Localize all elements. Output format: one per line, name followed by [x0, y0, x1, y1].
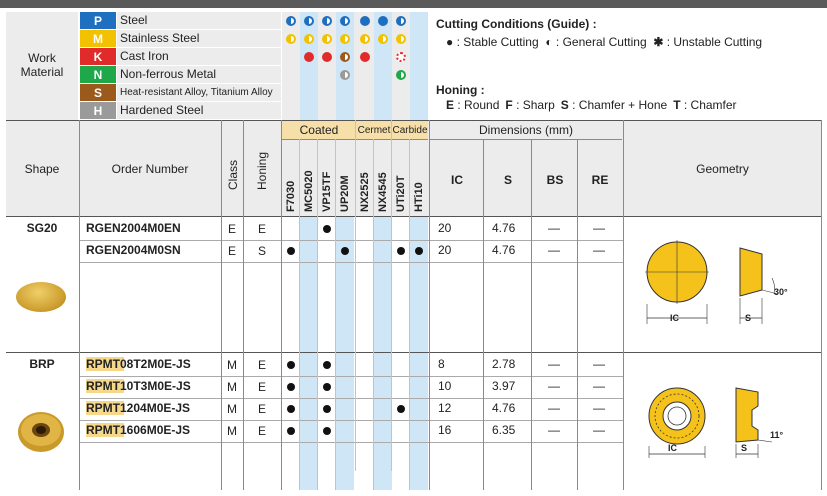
order-number: RPMT1204M0E-JS — [86, 401, 191, 415]
geometry-s-label: S — [745, 313, 752, 323]
condition-icon — [286, 16, 296, 26]
grid-line — [6, 352, 821, 353]
brp-insert-image — [16, 408, 66, 456]
shape-label: SG20 — [26, 221, 58, 235]
honing-item — [561, 98, 667, 112]
order-header: Order Number — [111, 161, 189, 176]
grid-line — [430, 139, 622, 140]
condition-icon — [304, 34, 314, 44]
grid-line — [80, 240, 623, 241]
dim-bs: — — [548, 423, 560, 437]
availability-dot — [287, 405, 295, 413]
grid-line — [821, 120, 822, 490]
dim-ic: 20 — [438, 243, 452, 257]
honing-item — [505, 98, 554, 112]
honing-key: F — [505, 98, 513, 112]
honing-item — [446, 98, 499, 112]
dim-header-s: S — [503, 173, 512, 187]
grid-line — [391, 120, 392, 471]
honing-value: E — [257, 424, 266, 438]
material-code-p: P — [80, 12, 116, 29]
material-name-h: Hardened Steel — [117, 102, 281, 119]
honing-value: : Chamfer + Hone — [572, 98, 668, 112]
condition-icon — [304, 52, 314, 62]
grid-line — [409, 139, 410, 490]
condition-icon — [322, 34, 332, 44]
availability-dot — [287, 383, 295, 391]
dim-ic: 16 — [438, 423, 452, 437]
material-name-s: Heat-resistant Alloy, Titanium Alloy — [117, 84, 281, 101]
grade-header-uti20t: UTi20T — [395, 175, 407, 212]
condition-icon — [396, 52, 406, 62]
guide-title: Cutting Conditions (Guide) : — [436, 17, 597, 31]
grid-line — [6, 120, 821, 121]
geometry-drawing-sg20 — [632, 232, 812, 328]
dim-header-ic: IC — [451, 173, 463, 187]
dim-re: — — [593, 423, 605, 437]
condition-icon — [340, 70, 350, 80]
dim-re: — — [593, 243, 605, 257]
grid-line — [623, 120, 624, 490]
grade-column-shade — [374, 12, 392, 490]
honing-value: E — [257, 402, 266, 416]
grid-line — [281, 120, 282, 490]
geometry-angle-label: 30° — [774, 287, 788, 297]
availability-dot — [287, 361, 295, 369]
cermet-header: Cermet — [357, 124, 391, 136]
order-number: RGEN2004M0SN — [86, 243, 181, 257]
dimensions-header: Dimensions (mm) — [478, 123, 573, 137]
order-number: RGEN2004M0EN — [86, 221, 181, 235]
geometry-header: Geometry — [696, 161, 749, 176]
dim-s: 4.76 — [492, 243, 516, 257]
dim-re: — — [593, 401, 605, 415]
dim-header-re: RE — [591, 173, 609, 187]
geometry-ic-label-2: IC — [668, 443, 677, 453]
honing-value: : Sharp — [516, 98, 555, 112]
grid-line — [80, 376, 623, 377]
coated-header: Coated — [299, 123, 339, 137]
class-value: M — [227, 358, 237, 372]
material-code-k: K — [80, 48, 116, 65]
condition-icon — [360, 16, 370, 26]
availability-dot — [415, 247, 423, 255]
top-bar — [0, 0, 827, 8]
condition-icon — [378, 34, 388, 44]
grade-header-nx2525: NX2525 — [359, 172, 371, 212]
dim-ic: 20 — [438, 221, 452, 235]
dim-bs: — — [548, 221, 560, 235]
dim-re: — — [593, 221, 605, 235]
honing-value: E — [257, 222, 266, 236]
grid-line — [243, 120, 244, 490]
condition-icon — [360, 52, 370, 62]
condition-icon — [396, 70, 406, 80]
class-value: M — [227, 424, 237, 438]
condition-icon — [378, 16, 388, 26]
grade-header-up20m: UP20M — [339, 175, 351, 212]
order-number: RPMT08T2M0E-JS — [86, 357, 191, 371]
dim-s: 4.76 — [492, 221, 516, 235]
availability-dot — [323, 361, 331, 369]
material-name-m: Stainless Steel — [117, 30, 281, 47]
class-value: E — [227, 222, 236, 236]
honing-key: E — [446, 98, 455, 112]
availability-dot — [287, 427, 295, 435]
grid-line — [483, 139, 484, 490]
condition-icon — [340, 34, 350, 44]
condition-icon — [340, 52, 350, 62]
grid-line — [531, 139, 532, 490]
dim-ic: 12 — [438, 401, 452, 415]
grade-header-hti10: HTi10 — [413, 182, 425, 212]
general-label: : General Cutting — [555, 35, 647, 49]
availability-dot — [287, 247, 295, 255]
dim-bs: — — [548, 243, 560, 257]
grade-header-mc5020: MC5020 — [303, 170, 315, 212]
grid-line — [221, 120, 222, 490]
grade-column-shade — [300, 12, 318, 490]
dim-re: — — [593, 357, 605, 371]
grade-header-f7030: F7030 — [285, 180, 297, 212]
material-code-n: N — [80, 66, 116, 83]
geometry-angle-label-2: 11° — [770, 430, 784, 440]
availability-dot — [323, 427, 331, 435]
dim-bs: — — [548, 379, 560, 393]
material-name-p: Steel — [117, 12, 281, 29]
honing-value: S — [257, 244, 266, 258]
geometry-ic-label: IC — [670, 313, 679, 323]
honing-value: E — [257, 358, 266, 372]
class-value: M — [227, 380, 237, 394]
grade-header-nx4545: NX4545 — [377, 172, 389, 212]
condition-icon — [322, 16, 332, 26]
unstable-label: : Unstable Cutting — [666, 35, 763, 49]
class-value: E — [227, 244, 236, 258]
geometry-drawing-brp — [632, 376, 812, 466]
grid-line — [80, 420, 623, 421]
dim-bs: — — [548, 401, 560, 415]
honing-legend — [446, 98, 737, 112]
work-material-label: Work Material — [20, 51, 64, 79]
condition-icon — [286, 34, 296, 44]
shape-label: BRP — [29, 357, 55, 371]
dim-bs: — — [548, 357, 560, 371]
honing-title: Honing : — [436, 83, 485, 97]
condition-icon — [360, 34, 370, 44]
availability-dot — [341, 247, 349, 255]
carbide-header: Carbide — [392, 124, 428, 136]
class-header: Class — [226, 159, 240, 190]
honing-key: T — [673, 98, 681, 112]
honing-value: : Round — [457, 98, 500, 112]
availability-dot — [323, 405, 331, 413]
condition-icon — [322, 52, 332, 62]
dim-s: 3.97 — [492, 379, 516, 393]
dim-re: — — [593, 379, 605, 393]
grid-line — [577, 139, 578, 490]
condition-icon — [340, 16, 350, 26]
dim-ic: 10 — [438, 379, 452, 393]
availability-dot — [323, 383, 331, 391]
grid-line — [299, 139, 300, 490]
availability-dot — [397, 405, 405, 413]
order-number: RPMT10T3M0E-JS — [86, 379, 191, 393]
grade-header-vp15tf: VP15TF — [321, 171, 333, 212]
material-code-h: H — [80, 102, 116, 119]
stable-label: : Stable Cutting — [456, 35, 539, 49]
honing-item — [673, 98, 736, 112]
cutting-legend: ● : Stable Cutting ◐ : General Cutting ✱ : Unstable Cutting — [446, 35, 763, 49]
material-name-k: Cast Iron — [117, 48, 281, 65]
availability-dot — [397, 247, 405, 255]
availability-dot — [323, 225, 331, 233]
grid-line — [6, 216, 821, 217]
honing-value: E — [257, 380, 266, 394]
sg20-insert-image — [16, 282, 66, 312]
material-code-m: M — [80, 30, 116, 47]
honing-header: Honing — [255, 151, 269, 190]
condition-icon — [304, 16, 314, 26]
material-code-s: S — [80, 84, 116, 101]
condition-icon — [396, 16, 406, 26]
material-name-n: Non-ferrous Metal — [117, 66, 281, 83]
grid-line — [80, 442, 623, 443]
dim-s: 2.78 — [492, 357, 516, 371]
grid-line — [317, 139, 318, 490]
shape-header: Shape — [24, 161, 60, 176]
honing-key: S — [560, 98, 569, 112]
grid-line — [335, 139, 336, 490]
dim-header-bs: BS — [546, 173, 564, 187]
class-value: M — [227, 402, 237, 416]
dim-ic: 8 — [438, 357, 445, 371]
grid-line — [429, 120, 430, 490]
grid-line — [373, 139, 374, 490]
condition-icon — [396, 34, 406, 44]
grid-line — [80, 262, 623, 263]
grid-line — [355, 120, 356, 471]
dim-s: 4.76 — [492, 401, 516, 415]
geometry-s-label-2: S — [741, 443, 748, 453]
dim-s: 6.35 — [492, 423, 516, 437]
grid-line — [79, 120, 80, 490]
next-row-edge — [0, 490, 827, 496]
grid-line — [80, 398, 623, 399]
order-number: RPMT1606M0E-JS — [86, 423, 191, 437]
honing-value: : Chamfer — [683, 98, 737, 112]
